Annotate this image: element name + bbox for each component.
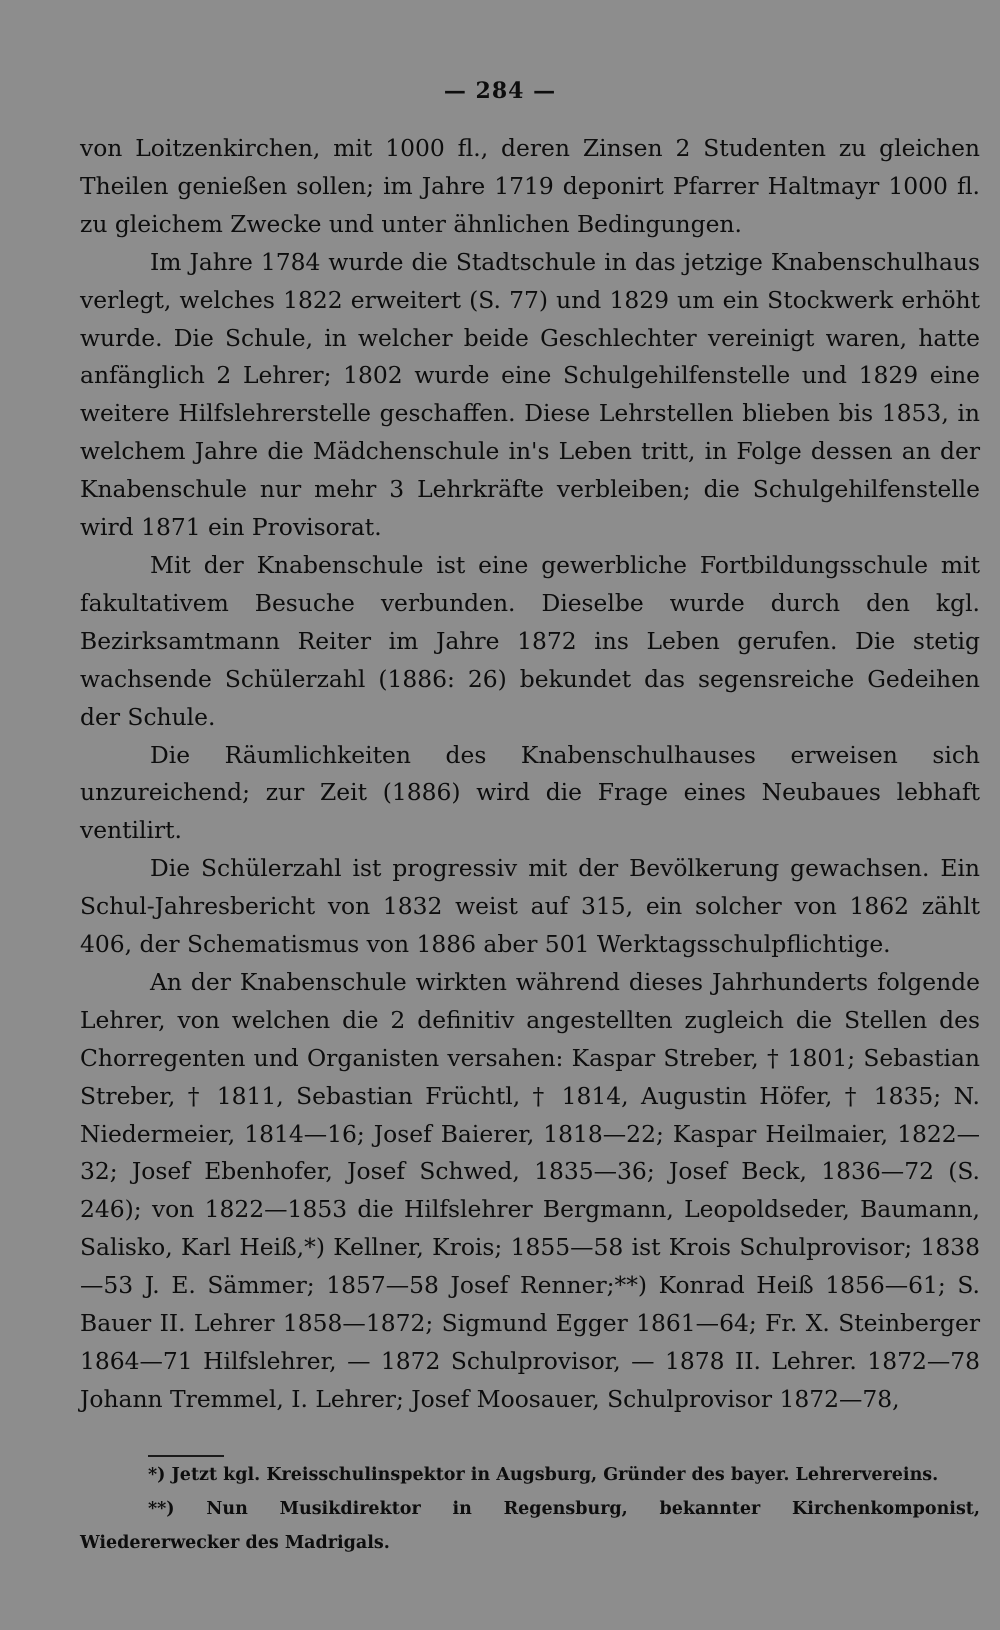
paragraph-1: von Loitzenkirchen, mit 1000 fl., deren Zinsen 2 Studenten zu gleichen Theilen genießen sollen; im Jahre 1719 deponirt Pfarrer Haltmayr 1000 fl. zu gleichem Zwecke und unter ähnlichen Bedingungen.	[80, 134, 980, 238]
paragraph-5: Die Schülerzahl ist progressiv mit der Bevölkerung gewachsen. Ein Schul-Jahresbericht von 1832 weist auf 315, ein solcher von 1862 zählt 406, der Schematismus von 1886 aber 501 Werktagsschulpflichtige.	[80, 854, 980, 959]
body-text	[80, 130, 980, 1419]
footnote-divider	[148, 1455, 224, 1457]
paragraph-4: Die Räumlichkeiten des Knabenschulhauses erweisen sich unzureichend; zur Zeit (1886) wird die Frage eines Neubaues lebhaft ventilirt.	[80, 740, 980, 845]
page-number: — 284 —	[443, 78, 557, 104]
paragraph-3: Mit der Knabenschule ist eine gewerbliche Fortbildungsschule mit fakultativem Besuche verbunden. Dieselbe wurde durch den kgl. Bezirksamtmann Reiter im Jahre 1872 ins Leben gerufen. Die stetig wachsende Schülerzahl (1886: 26) bekundet das segensreiche Gedeihen der Schule.	[80, 550, 980, 731]
footnote-2: **) Nun Musikdirektor in Regensburg, bekannter Kirchenkomponist, Wiedererwecker des Madrigals.	[80, 1499, 980, 1553]
paragraph-6: An der Knabenschule wirkten während dieses Jahrhunderts folgende Lehrer, von welchen die 2 definitiv angestellten zugleich die Stellen des Chorregenten und Organisten versahen: Kaspar Streber, † 1801; Sebastian Streber, † 1811, Sebastian Früchtl, † 1814, Augustin Höfer, † 1835; N. Niedermeier, 1814—16; Josef Baierer, 1818—22; Kaspar Heilmaier, 1822—32; Josef Ebenhofer, Josef Schwed, 1835—36; Josef Beck, 1836—72 (S. 246); von 1822—1853 die Hilfslehrer Bergmann, Leopoldseder, Baumann, Salisko, Karl Heiß,*) Kellner, Krois; 1855—58 ist Krois Schulprovisor; 1838—53 J. E. Sämmer; 1857—58 Josef Renner;**) Konrad Heiß 1856—61; S. Bauer II. Lehrer 1858—1872; Sigmund Egger 1861—64; Fr. X. Steinberger 1864—71 Hilfslehrer, — 1872 Schulprovisor, — 1878 II. Lehrer. 1872—78 Johann Tremmel, I. Lehrer; Josef Moosauer, Schulprovisor 1872—78,	[80, 967, 980, 1413]
paragraph-2: Im Jahre 1784 wurde die Stadtschule in das jetzige Knabenschulhaus verlegt, welches 1822 erweitert (S. 77) und 1829 um ein Stockwerk erhöht wurde. Die Schule, in welcher beide Geschlechter vereinigt waren, hatte anfänglich 2 Lehrer; 1802 wurde eine Schulgehilfenstelle und 1829 eine weitere Hilfslehrerstelle geschaffen. Diese Lehrstellen blieben bis 1853, in welchem Jahre die Mädchenschule in's Leben tritt, in Folge dessen an der Knabenschule nur mehr 3 Lehrkräfte verbleiben; die Schulgehilfenstelle wird 1871 ein Provisorat.	[80, 247, 980, 542]
footnotes	[80, 1458, 980, 1560]
footnote-1: *) Jetzt kgl. Kreisschulinspektor in Augsburg, Gründer des bayer. Lehrervereins.	[148, 1465, 939, 1485]
